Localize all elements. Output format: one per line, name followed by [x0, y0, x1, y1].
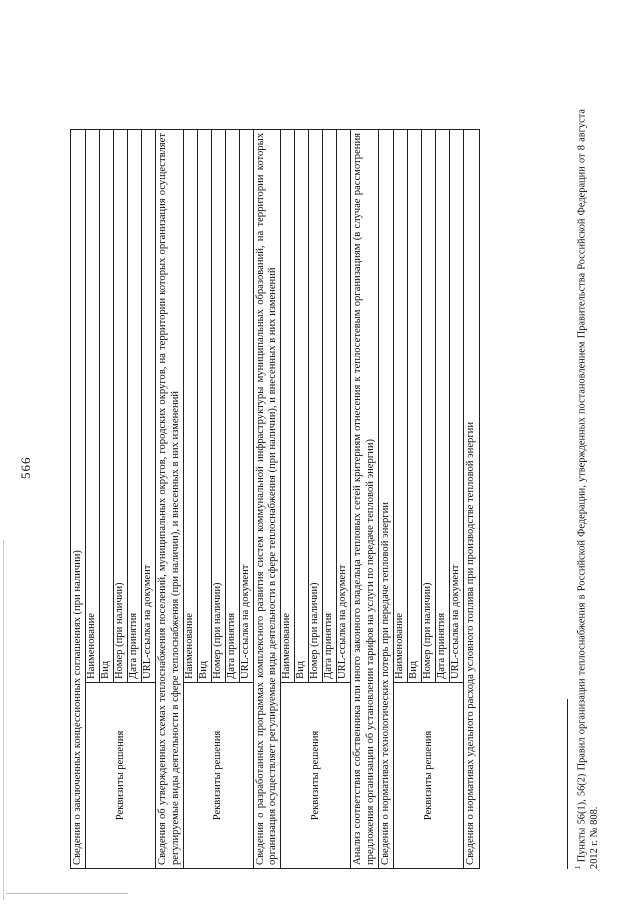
page-number: 566 — [18, 456, 33, 479]
table-row — [253, 130, 281, 869]
field-date: Дата принятия — [323, 130, 337, 683]
scan-edge-line — [3, 540, 4, 900]
field-name: Наименование — [281, 130, 295, 683]
section-heading-concessions: Сведения о заключенных концессионных соглашениях (при наличии) — [71, 130, 86, 869]
section-heading-technological-losses: Сведения о нормативах технологических потерь при передаче тепловой энергии — [378, 130, 393, 869]
decision-details-label: Реквизиты решения — [183, 683, 253, 869]
field-date: Дата принятия — [128, 130, 142, 683]
table-row — [71, 130, 86, 869]
section-heading-heat-network-analysis: Анализ соответствия собственника или иного законного владельца тепловых сетей критериям отнесения к теплосетевым организациям (в случае рассмотрения предложения организации об установлении тарифов на услуги по передаче тепловой энергии) — [351, 130, 379, 869]
decision-details-label: Реквизиты решения — [394, 683, 464, 869]
field-type: Вид — [100, 130, 114, 683]
table-row — [86, 130, 100, 869]
field-number: Номер (при наличии) — [211, 130, 225, 683]
footnote-divider — [567, 699, 568, 869]
field-date: Дата принятия — [225, 130, 239, 683]
section-heading-heat-schemes: Сведения об утвержденных схемах теплоснабжения поселений, муниципальных округов, городских округов, на территории которых организация осуществляет регулируемые виды деятельности в сфере теплоснабжения (при наличии), и внесенных в них изменений — [156, 130, 184, 869]
footnote-text: Пункты 56(1), 56(2) Правил организации теплоснабжения в Российской Федерации, утвержденных постановлением Правительства Российской Федерации от 8 августа 2012 г. № 808. — [576, 109, 601, 869]
footnote — [574, 109, 602, 869]
field-number: Номер (при наличии) — [114, 130, 128, 683]
table-row — [464, 130, 479, 869]
field-type: Вид — [197, 130, 211, 683]
field-url: URL-ссылка на документ — [450, 130, 464, 683]
footnote-mark: 1 — [574, 865, 582, 869]
field-url: URL-ссылка на документ — [142, 130, 156, 683]
field-number: Номер (при наличии) — [422, 130, 436, 683]
section-heading-fuel-consumption: Сведения о нормативах удельного расхода условного топлива при производстве тепловой энергии — [464, 130, 479, 869]
field-name: Наименование — [183, 130, 197, 683]
table-row — [156, 130, 184, 869]
field-name: Наименование — [86, 130, 100, 683]
field-type: Вид — [408, 130, 422, 683]
requirements-table — [70, 129, 480, 869]
decision-details-label: Реквизиты решения — [86, 683, 156, 869]
field-type: Вид — [295, 130, 309, 683]
table-row — [183, 130, 197, 869]
field-number: Номер (при наличии) — [309, 130, 323, 683]
decision-details-label: Реквизиты решения — [281, 683, 351, 869]
field-name: Наименование — [394, 130, 408, 683]
field-url: URL-ссылка на документ — [239, 130, 253, 683]
section-heading-infrastructure-programs: Сведения о разработанных программах комплексного развития систем коммунальной инфраструктуры муниципальных образований, на территории которых организация осуществляет регулируемые виды деятельности в сфере теплоснабжения (при наличии), и внесенных в них изменений — [253, 130, 281, 869]
field-date: Дата принятия — [436, 130, 450, 683]
table-row — [351, 130, 379, 869]
table-row — [394, 130, 408, 869]
scan-edge-line — [6, 893, 128, 894]
table-row — [281, 130, 295, 869]
field-url: URL-ссылка на документ — [337, 130, 351, 683]
table-row — [378, 130, 393, 869]
